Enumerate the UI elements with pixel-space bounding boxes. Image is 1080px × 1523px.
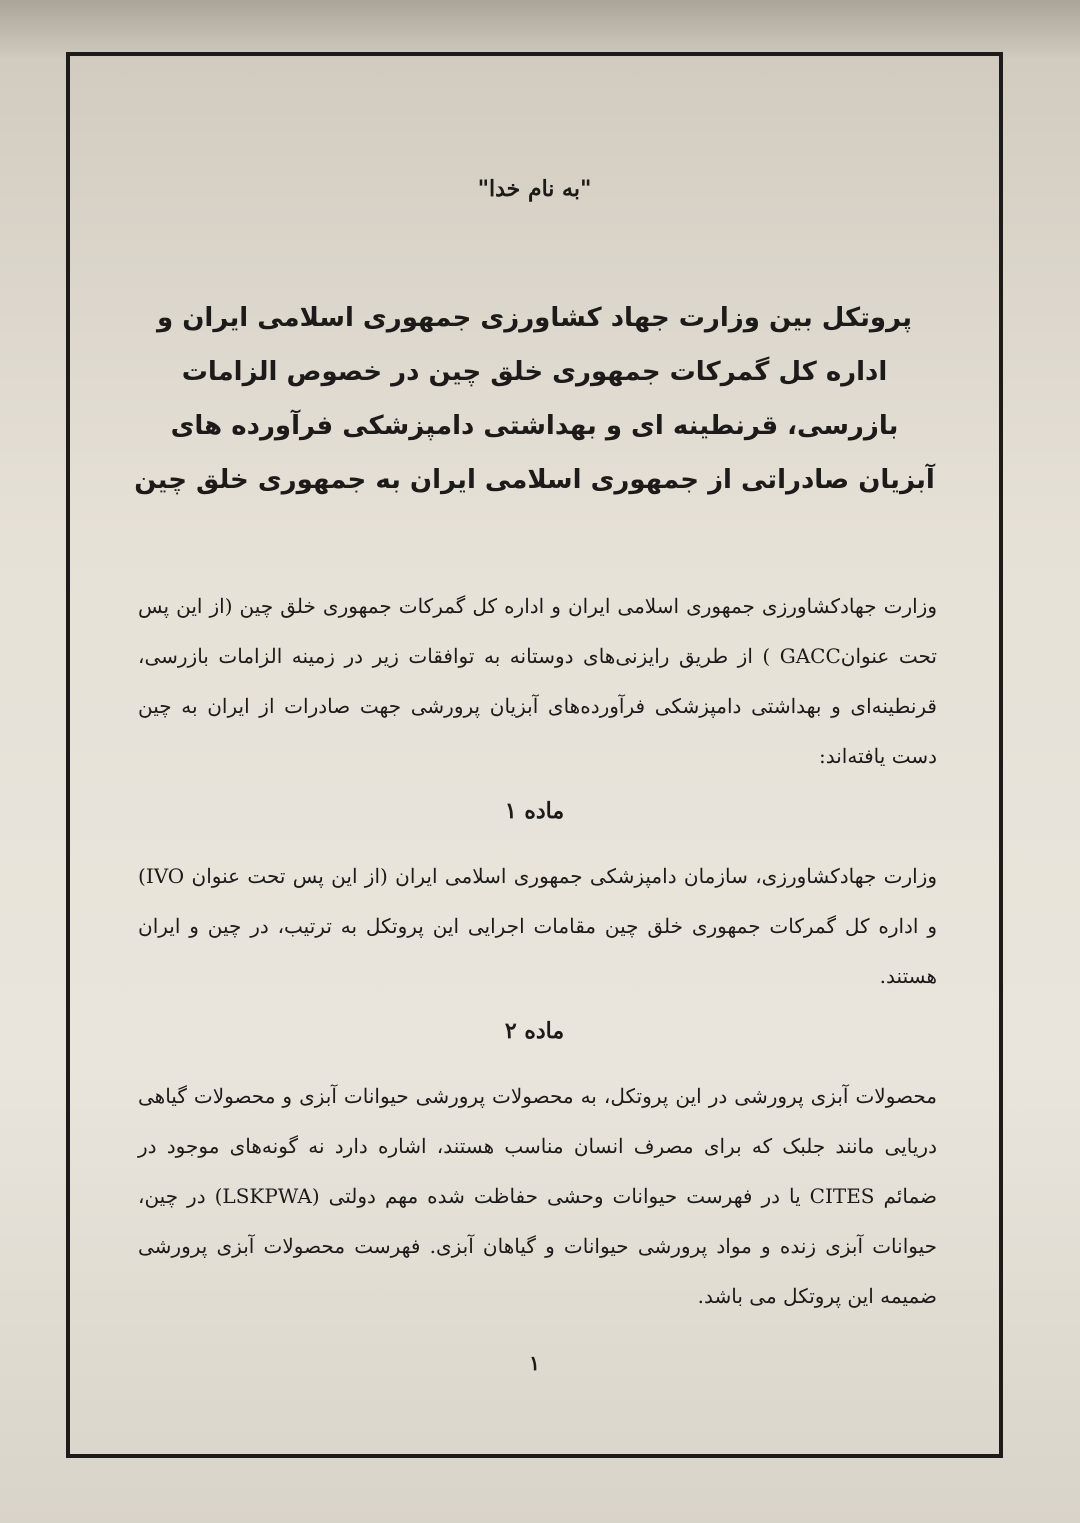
page-border-frame (66, 52, 1003, 1458)
article-1-text: وزارت جهادکشاورزی، سازمان دامپزشکی جمهوری اسلامی ایران (از این پس تحت عنوان IVO) و اداره کل گمرکات جمهوری خلق چین مقامات اجرایی این پروتکل به ترتیب، در چین و ایران هستند. (138, 864, 937, 988)
document-title: پروتکل بین وزارت جهاد کشاورزی جمهوری اسلامی ایران و اداره کل گمرکات جمهوری خلق چین در خصوص الزامات بازرسی، قرنطینه ای و بهداشتی دامپزشکی فرآورده های آبزیان صادراتی از جمهوری اسلامی ایران به جمهوری خلق چین (134, 303, 935, 495)
invocation-heading: "به نام خدا" (477, 176, 592, 202)
article-2-text: محصولات آبزی پرورشی در این پروتکل، به محصولات پرورشی حیوانات آبزی و محصولات گیاهی دریایی مانند جلبک که برای مصرف انسان مناسب هستند، اشاره دارد نه گونه‌های موجود در ضمائم CITES یا در فهرست حیوانات وحشی حفاظت شده مهم دولتی (LSKPWA) در چین، حیوانات آبزی زنده و مواد پرورشی حیوانات و گیاهان آبزی. فهرست محصولات آبزی پرورشی ضمیمه این پروتکل می باشد. (138, 1084, 937, 1308)
article-2-heading: ماده ۲ (504, 1018, 565, 1044)
page-content (70, 56, 999, 1454)
article-1-heading: ماده ۱ (504, 798, 565, 824)
page-number: ۱ (529, 1351, 540, 1375)
intro-paragraph: وزارت جهادکشاورزی جمهوری اسلامی ایران و اداره کل گمرکات جمهوری خلق چین (از این پس تحت عنوانGACC ) از طریق رایزنی‌های دوستانه به توافقات زیر در زمینه الزامات بازرسی، قرنطینه‌ای و بهداشتی دامپزشکی فرآورده‌های آبزیان پرورشی جهت صادرات از ایران به چین دست یافته‌اند: (138, 594, 937, 768)
page-shadow (0, 0, 1080, 60)
